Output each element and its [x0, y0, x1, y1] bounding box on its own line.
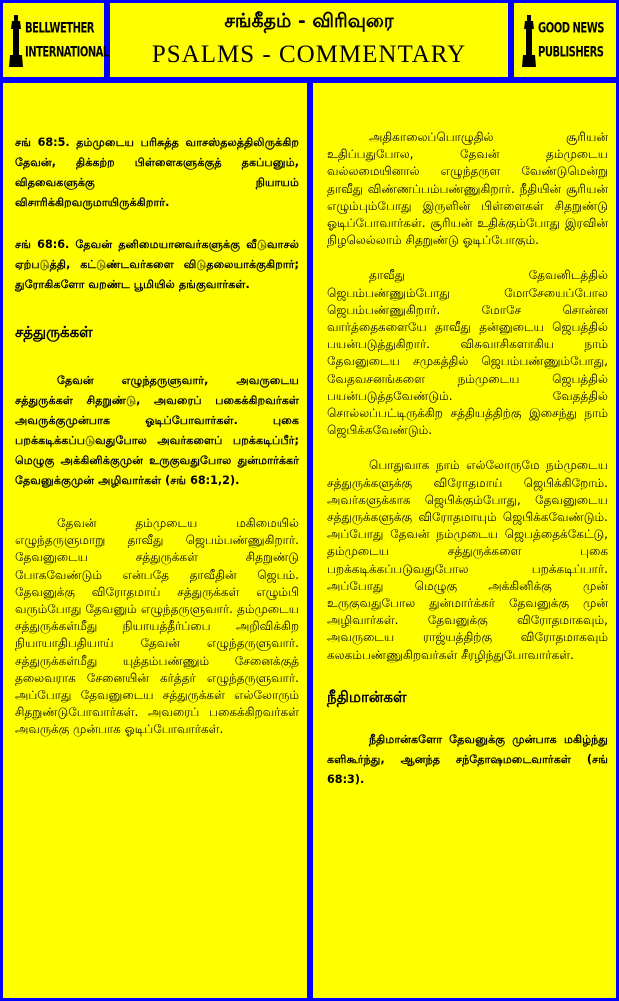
commentary-paragraph: தேவன் தம்முடைய மகிமையில் எழுந்தருளுமாறு தாவீது ஜெபம்பண்ணுகிறார். தேவனுடைய சத்துருக்கள் சிதறுண்டு போகவேண்டும் என்பதே தாவீதின் ஜெபம். தேவனுக்கு விரோதமாய் சத்துருக்கள் எழும்பி வரும்போது தேவனும் எழுந்தருளுவார். தம்முடைய சத்துருக்கள்மீது நியாயத்தீர்ப்பை அறிவிக்கிற நியாயாதிபதியாய் தேவன் எழுந்தருளுவார். சத்துருக்கள்மீது யுத்தம்பண்ணும் சேனைக்குத் தலைவராக சேனையின் கர்த்தர் எழுந்தருளுவார். அப்போது தேவனுடைய சத்துருக்கள் எல்லோரும் சிதறுண்டுபோவார்கள். அவரைப் பகைக்கிறவர்கள் அவருக்கு முன்பாக ஓடிப்போவார்கள்.	[15, 516, 299, 737]
logo-line-1: GOOD NEWS	[538, 21, 604, 37]
header-title-panel	[110, 3, 508, 77]
logo-line-2: PUBLISHERS	[538, 45, 604, 61]
header-right-logo-panel	[514, 3, 616, 77]
paragraph-enemies-prayer: பொதுவாக நாம் எல்லோருமே நம்முடைய சத்துருக்களுக்கு விரோதமாய் ஜெபிக்கிறோம். அவர்களுக்காக ஜெபிக்கும்போது, தேவனுடைய சத்துருக்களுக்கு விரோதமாயும் ஜெபிக்கவேண்டும். அப்போது தேவன் நம்முடைய ஜெபத்தைக்கேட்டு, தம்முடைய சத்துருக்களை புகை பறக்கடிக்கப்படுவதுபோல பறக்கடிப்பார். அப்போது மெழுகு அக்கினிக்கு முன் உருகுவதுபோல துன்மார்க்கர் தேவனுக்கு முன் அழிவார்கள். தேவனுக்கு விரோதமாகவும், அவருடைய ராஜ்யத்திற்கு விரோதமாகவும் கலகம்பண்ணுகிறவர்கள் சீரழிந்துபோவார்கள்.	[327, 458, 608, 662]
verse-68-6: சங் 68:6. தேவன் தனிமையானவர்களுக்கு வீடுவாசல் ஏற்படுத்தி, கட்டுண்டவர்களை விடுதலையாக்குகிறார்; துரோகிகளோ வறண்ட பூமியில் தங்குவார்கள்.	[15, 238, 299, 291]
paragraph-prayer: தாவீது தேவனிடத்தில் ஜெபம்பண்ணும்போது மோசேயைப்போல ஜெபம்பண்ணுகிறார். மோசே சொன்ன வார்த்தைகளையே தாவீது தன்னுடைய ஜெபத்தில் பயன்படுத்துகிறார். விசுவாசிகளாகிய நாம் தேவனுடைய சமுகத்தில் ஜெபம்பண்ணும்போது, வேதவசனங்களை நம்முடைய ஜெபத்தில் பயன்படுத்தவேண்டும். வேதத்தில் சொல்லப்பட்டிருக்கிற சத்தியத்திற்கு இசைந்து நாம் ஜெபிக்கவேண்டும்.	[327, 268, 608, 438]
right-column	[313, 83, 616, 998]
paragraph-sunrise: அதிகாலைப்பொழுதில் சூரியன் உதிப்பதுபோல, தேவன் தம்முடைய வல்லமையினால் எழுந்தருள வேண்டுமென்று தாவீது விண்ணப்பம்பண்ணுகிறார். நீதியின் சூரியன் எழும்பும்போது இருளின் பிள்ளைகள் சிதறுண்டு ஓடிப்போவார்கள். சூரியன் உதிக்கும்போது இரவின் நிழலெல்லாம் சிதறுண்டு ஓடிப்போகும்.	[327, 130, 608, 248]
section-heading-righteous: நீதிமான்கள்	[327, 687, 407, 706]
left-column	[3, 83, 307, 998]
title-tamil: சங்கீதம் - விரிவுரை	[224, 10, 394, 32]
good-news-logo	[522, 11, 614, 71]
logo-line-2: INTERNATIONAL	[25, 45, 109, 61]
verse-68-3: நீதிமான்களோ தேவனுக்கு முன்பாக மகிழ்ந்து களிகூர்ந்து, ஆனந்த சந்தோஷமடைவார்கள் (சங் 68:3).	[327, 732, 608, 786]
verse-68-5: சங் 68:5. தம்முடைய பரிசுத்த வாசஸ்தலத்திலிருக்கிற தேவன், திக்கற்ற பிள்ளைகளுக்குத் தகப்பனும், விதவைகளுக்கு நியாயம் விசாரிக்கிறவருமாயிருக்கிறார்.	[15, 136, 299, 209]
verse-68-1-2: தேவன் எழுந்தருளுவார், அவருடைய சத்துருக்கள் சிதறுண்டு, அவரைப் பகைக்கிறவர்கள் அவருக்குமுன்பாக ஓடிப்போவார்கள். புகை பறக்கடிக்கப்படுவதுபோல அவர்களைப் பறக்கடிப்பீர்; மெழுகு அக்கினிக்குமுன் உருகுவதுபோல துன்மார்க்கர் தேவனுக்குமுன் அழிவார்கள் (சங் 68:1,2).	[15, 374, 299, 487]
title-english: PSALMS - COMMENTARY	[151, 41, 467, 68]
bell-tower-icon	[9, 15, 23, 67]
section-heading-enemies: சத்துருக்கள்	[15, 323, 93, 341]
header-left-logo-panel	[3, 3, 109, 77]
logo-line-1: BELLWETHER	[25, 21, 95, 37]
bellwether-logo	[9, 11, 109, 71]
tower-icon	[522, 15, 536, 67]
